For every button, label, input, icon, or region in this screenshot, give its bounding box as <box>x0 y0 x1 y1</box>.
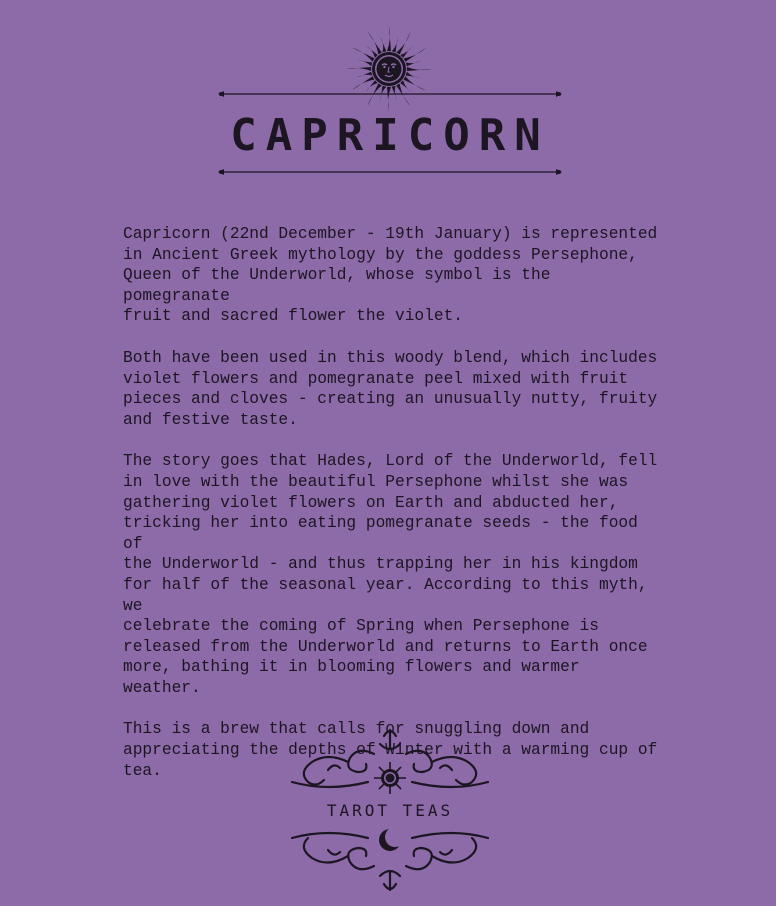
sun-ray <box>406 60 421 66</box>
sun-ray <box>352 48 375 62</box>
sun-face-icon <box>374 762 406 794</box>
paragraph-2: Both have been used in this woody blend, which includes violet flowers and pomegranate peel mixed with fruit pieces and cloves - creating an unusually nutty, fruity and festive taste. <box>123 348 658 429</box>
divider-top <box>218 89 562 99</box>
brand-name: TAROT TEAS <box>326 801 454 820</box>
sun-ray <box>357 60 372 66</box>
sun-face-icon <box>344 24 434 114</box>
sun-ray <box>396 32 410 55</box>
paragraph-4: This is a brew that calls for snuggling down and appreciating the depths of Winter with a warming cup of tea. <box>123 720 658 780</box>
sun-ray <box>387 26 391 51</box>
sun-ray <box>380 37 386 52</box>
paragraph-1: Capricorn (22nd December - 19th January) is represented in Ancient Greek mythology by the goddess Persephone, Queen of the Underworld, whose symbol is the pomegranate fruit and sacred flower the violet. <box>123 225 658 326</box>
sun-ray <box>404 48 427 62</box>
sun-ray <box>357 72 372 78</box>
description <box>123 224 663 802</box>
page-title: CAPRICORN <box>230 110 550 161</box>
sun-ray <box>346 67 371 71</box>
paragraph-3: The story goes that Hades, Lord of the Underworld, fell in love with the beautiful Persephone whilst she was gathering violet flowers on Earth and abducted her, tricking her into eating pomegranate seeds - the food of the Underworld - and thus trapping her in his kingdom for half of the seasonal year. According to this myth, we celebrate the coming of Spring when Persephone is released from the Underworld and returns to Earth once more, bathing it in blooming flowers and warmer weather. <box>123 452 658 697</box>
sun-ray <box>368 32 382 55</box>
sun-ray <box>406 72 421 78</box>
divider-bottom <box>218 167 562 177</box>
sun-ray <box>392 37 398 52</box>
sun-ray <box>407 67 432 71</box>
crescent-moon-icon <box>379 827 405 851</box>
